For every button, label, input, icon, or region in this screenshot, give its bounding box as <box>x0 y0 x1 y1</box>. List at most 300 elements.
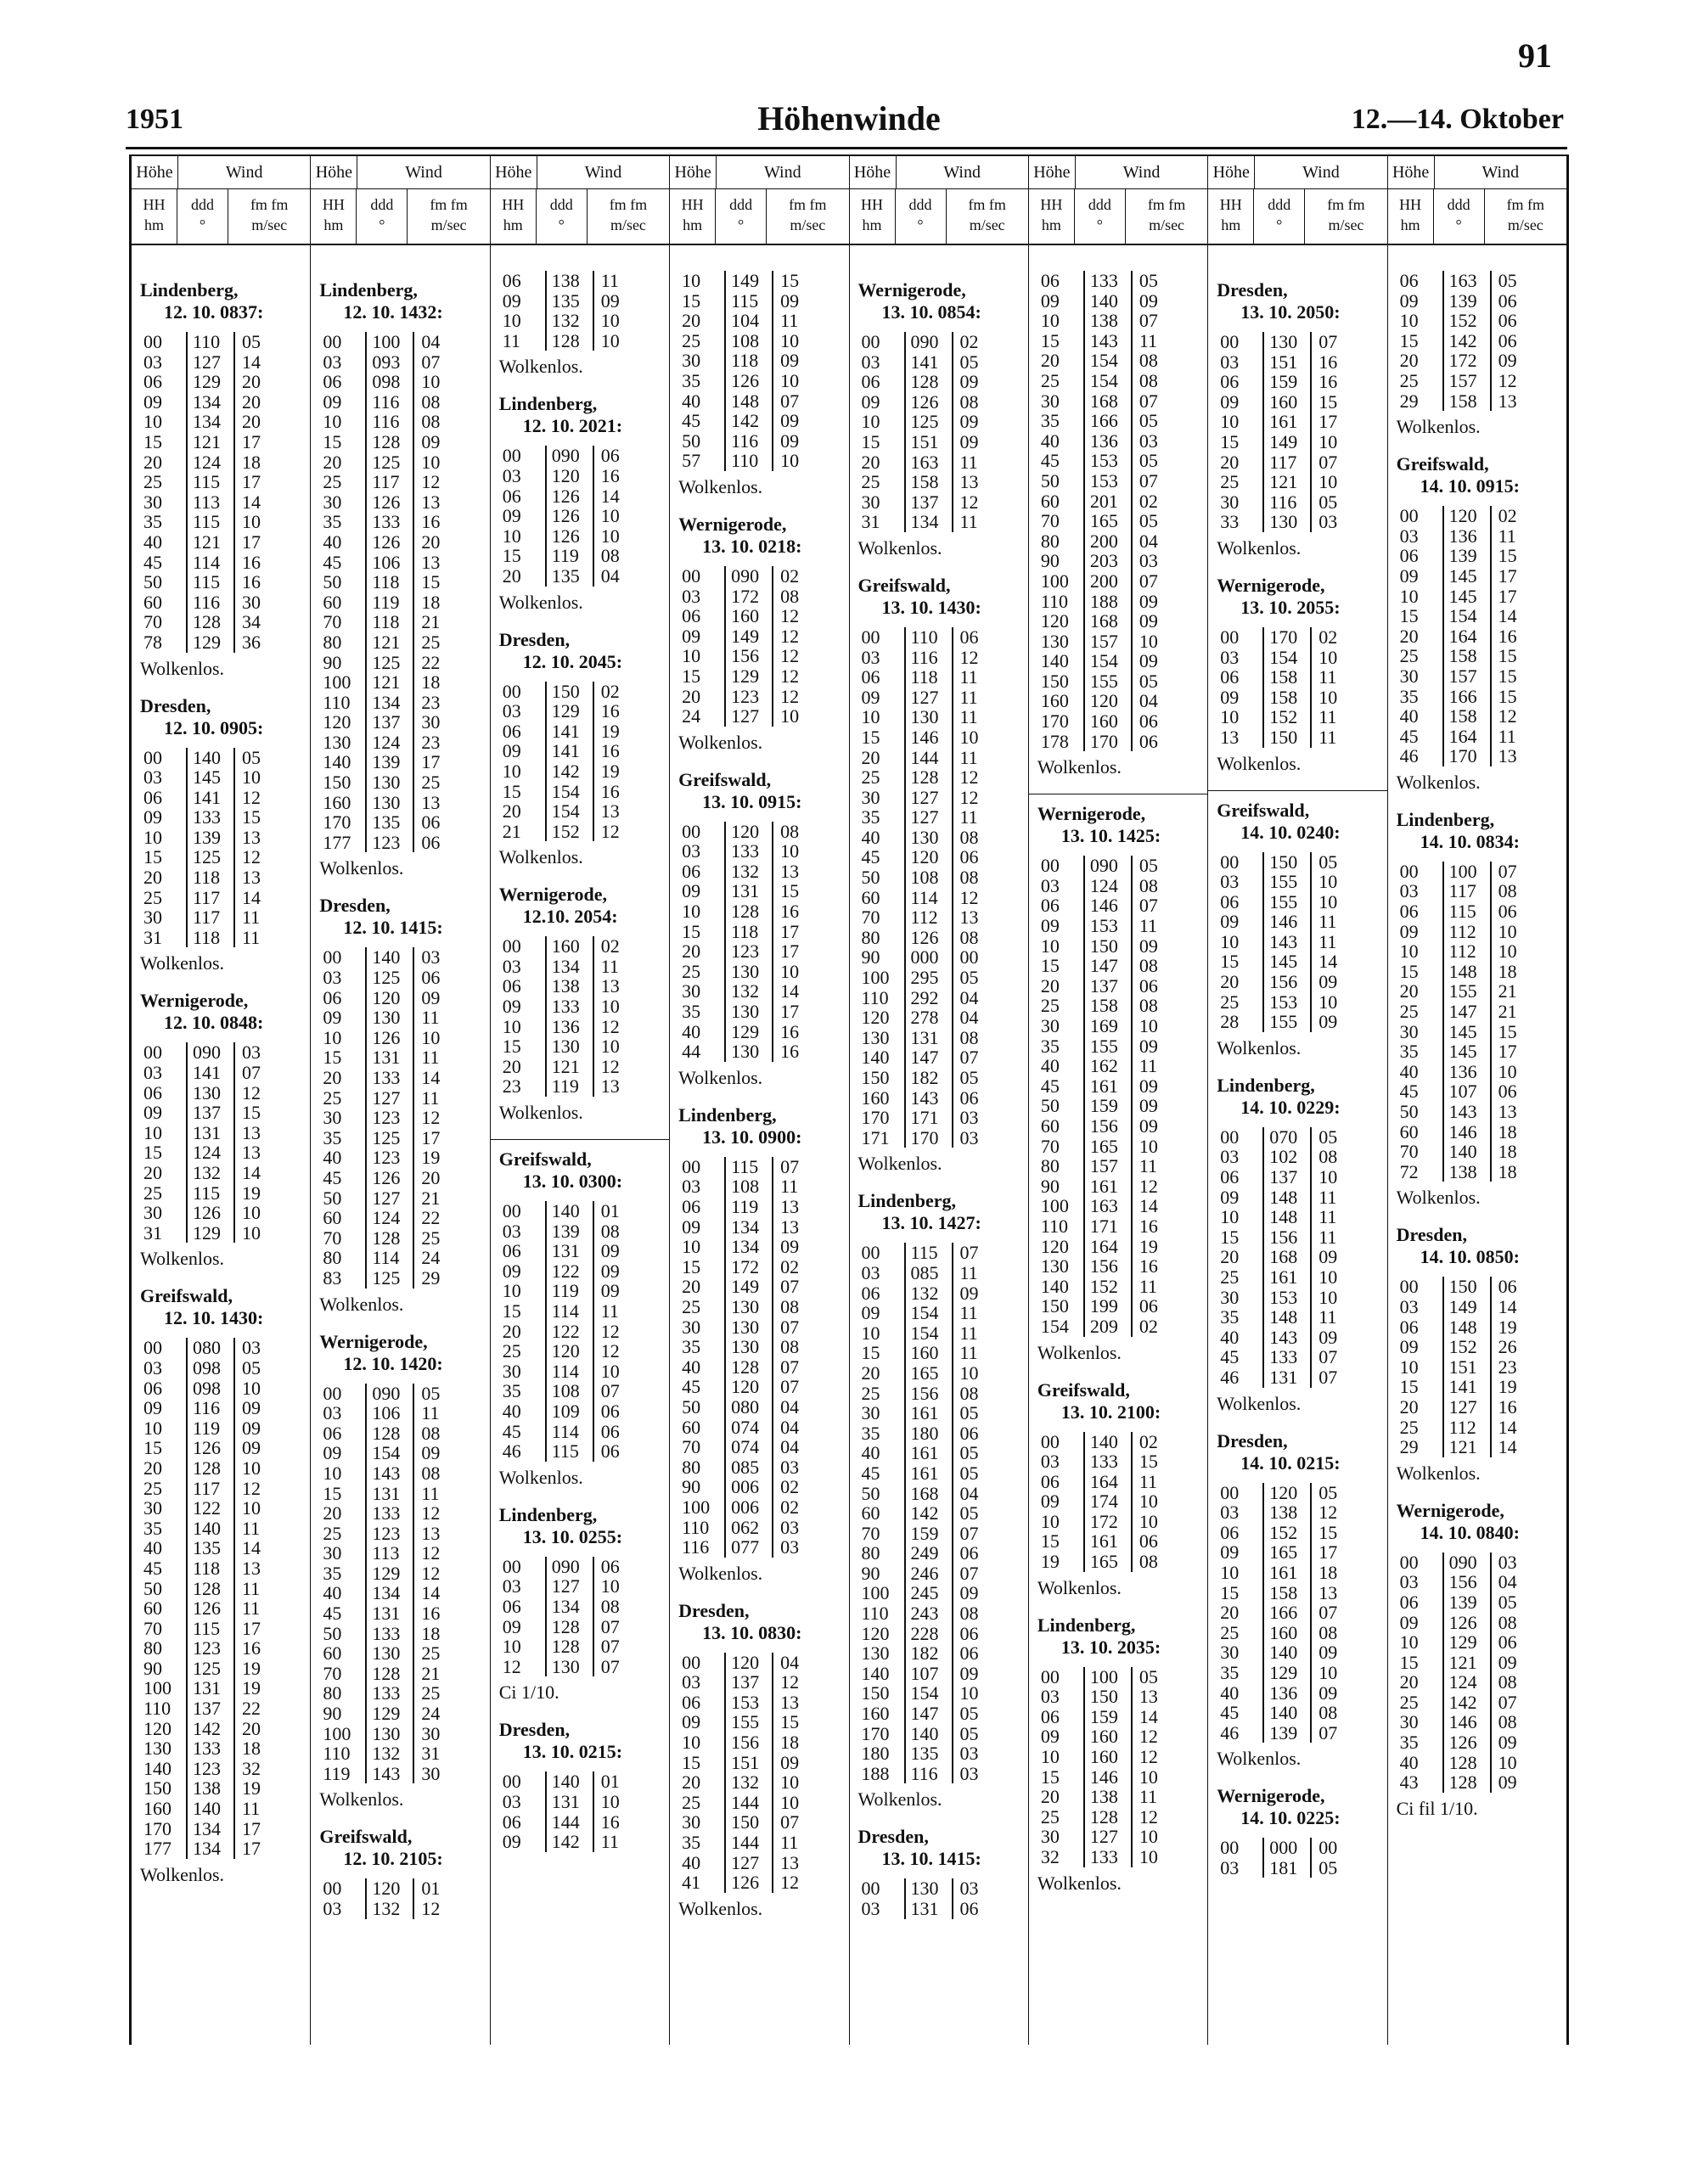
station-heading <box>1037 1614 1202 1659</box>
speed-value: 10 <box>413 372 453 392</box>
ddd-label: ddd <box>908 196 932 213</box>
height-value: 30 <box>861 786 880 808</box>
speed-value: 07 <box>772 1157 812 1177</box>
direction-value: 142 <box>904 1503 952 1524</box>
speed-value: 15 <box>1490 546 1531 566</box>
height-value: 06 <box>502 485 521 507</box>
height-value: 30 <box>1040 1015 1060 1036</box>
station-heading <box>1217 1430 1381 1474</box>
direction-value: 170 <box>904 1128 952 1148</box>
height-value: 00 <box>323 331 342 352</box>
direction-value: 006 <box>724 1477 772 1497</box>
direction-value: 153 <box>1083 451 1131 471</box>
height-value: 15 <box>143 846 162 868</box>
direction-value: 124 <box>365 1208 413 1228</box>
direction-value: 159 <box>904 1524 952 1544</box>
height-value: 15 <box>1040 1766 1060 1788</box>
height-value: 03 <box>143 351 162 373</box>
station-name: Wernigerode, <box>498 884 608 906</box>
height-value: 06 <box>323 371 342 393</box>
direction-value: 201 <box>1083 491 1131 512</box>
station-name: Greifswald, <box>857 574 951 596</box>
speed-value: 12 <box>952 888 992 908</box>
direction-value: 124 <box>186 452 233 473</box>
direction-value: 126 <box>545 506 593 526</box>
height-value: 100 <box>1040 1195 1069 1217</box>
speed-value: 07 <box>1131 895 1172 916</box>
direction-value: 148 <box>1442 1317 1490 1338</box>
speed-value: 03 <box>1131 551 1172 571</box>
observation-rows <box>1037 271 1202 751</box>
speed-value: 08 <box>772 587 812 607</box>
direction-value: 110 <box>186 332 233 352</box>
speed-value: 06 <box>1490 331 1531 351</box>
speed-value: 10 <box>952 1363 992 1384</box>
speed-value: 16 <box>413 512 453 532</box>
speed-value: 30 <box>233 592 274 613</box>
direction-value: 152 <box>1262 707 1310 727</box>
direction-value: 118 <box>186 1558 233 1579</box>
speed-value: 09 <box>1131 611 1172 632</box>
weather-note: Wolkenlos. <box>498 591 583 613</box>
height-value: 45 <box>1220 1346 1240 1368</box>
direction-value: 149 <box>1442 1297 1490 1317</box>
speed-value: 07 <box>1310 1723 1351 1743</box>
height-value: 180 <box>861 1743 890 1765</box>
direction-value: 158 <box>1442 646 1490 666</box>
speed-value: 11 <box>593 271 633 291</box>
speed-value: 08 <box>413 1423 453 1444</box>
speed-value: 17 <box>1490 1041 1531 1062</box>
direction-value: 134 <box>365 693 413 713</box>
direction-value: 133 <box>365 1503 413 1524</box>
direction-value: 203 <box>1083 551 1131 571</box>
height-value: 80 <box>1040 1155 1060 1177</box>
direction-value: 128 <box>724 1357 772 1378</box>
height-value: 03 <box>1399 525 1419 547</box>
observation-rows <box>858 1878 1023 1918</box>
height-value: 00 <box>502 1771 521 1793</box>
height-value: 09 <box>502 1831 521 1853</box>
height-value: 35 <box>682 1336 701 1358</box>
speed-value: 10 <box>593 1792 633 1812</box>
direction-value: 163 <box>904 452 952 473</box>
direction-value: 074 <box>724 1437 772 1457</box>
direction-value: 151 <box>904 432 952 452</box>
speed-value: 08 <box>1310 1147 1351 1167</box>
speed-value: 14 <box>233 888 274 908</box>
direction-value: 128 <box>1083 1807 1131 1827</box>
direction-value: 127 <box>1442 1397 1490 1418</box>
height-value: 120 <box>861 1007 890 1029</box>
height-value: 45 <box>1220 1702 1240 1724</box>
direction-value: 154 <box>365 1443 413 1463</box>
height-value: 50 <box>143 1577 162 1599</box>
direction-value: 158 <box>1083 996 1131 1016</box>
speed-value: 11 <box>413 1047 453 1068</box>
speed-value: 10 <box>1310 1288 1351 1308</box>
station-heading <box>1037 803 1202 847</box>
speed-value: 11 <box>233 1519 274 1539</box>
speed-value: 08 <box>952 928 992 948</box>
height-value: 25 <box>143 471 162 493</box>
speed-value: 16 <box>1310 372 1351 392</box>
direction-value: 170 <box>1083 732 1131 752</box>
direction-value: 161 <box>1262 1563 1310 1583</box>
direction-value: 128 <box>365 1423 413 1444</box>
station-name: Dresden, <box>319 895 391 917</box>
direction-value: 133 <box>724 841 772 862</box>
observation-time: 14. 10. 0850: <box>1420 1246 1520 1268</box>
speed-value: 14 <box>413 1583 453 1603</box>
speed-value: 15 <box>233 1103 274 1123</box>
height-value: 00 <box>502 445 521 467</box>
speed-value: 10 <box>593 331 633 351</box>
speed-value: 07 <box>1490 862 1531 882</box>
direction-value: 090 <box>724 566 772 587</box>
speed-value: 13 <box>952 907 992 928</box>
direction-value: 118 <box>904 667 952 688</box>
speed-value: 07 <box>1310 332 1351 352</box>
height-value: 10 <box>861 411 880 433</box>
weather-note: Wolkenlos. <box>1037 756 1122 778</box>
speed-value: 05 <box>1310 1483 1351 1503</box>
height-value: 09 <box>143 806 162 828</box>
height-value: 03 <box>502 1575 521 1597</box>
weather-note: Wolkenlos. <box>319 1788 404 1811</box>
speed-value: 05 <box>1490 271 1531 291</box>
speed-value: 11 <box>1490 526 1531 547</box>
height-value: 50 <box>1040 469 1060 491</box>
direction-value: 138 <box>1083 311 1131 331</box>
direction-value: 123 <box>365 1524 413 1544</box>
speed-value: 09 <box>772 291 812 312</box>
speed-value: 10 <box>1131 1491 1172 1512</box>
speed-value: 09 <box>1131 1076 1172 1097</box>
height-value: 25 <box>861 766 880 789</box>
weather-note: Wolkenlos. <box>857 536 942 559</box>
speed-value: 11 <box>413 1088 453 1109</box>
observation-time: 13. 10. 2050: <box>1240 301 1341 323</box>
speed-value: 16 <box>772 1041 812 1062</box>
height-value: 06 <box>1399 270 1419 291</box>
direction-value: 134 <box>365 1583 413 1603</box>
wind-header: Wind <box>225 163 263 182</box>
speed-value: 08 <box>952 1603 992 1624</box>
direction-value: 126 <box>904 392 952 413</box>
direction-value: 115 <box>186 1619 233 1639</box>
station-heading <box>858 279 1023 323</box>
column-body <box>311 245 489 1919</box>
direction-value: 120 <box>724 1653 772 1673</box>
height-value: 70 <box>861 1522 880 1544</box>
height-value: 25 <box>682 960 701 982</box>
direction-value: 132 <box>365 1899 413 1919</box>
direction-value: 165 <box>1262 1542 1310 1563</box>
direction-value: 146 <box>1083 895 1131 916</box>
date-range: 12.—14. Oktober <box>1351 104 1564 135</box>
direction-value: 126 <box>365 1168 413 1188</box>
height-value: 30 <box>1040 390 1060 412</box>
height-value: 25 <box>861 471 880 493</box>
speed-value: 36 <box>233 632 274 653</box>
direction-value: 160 <box>545 936 593 957</box>
direction-value: 115 <box>186 572 233 592</box>
height-value: 06 <box>323 1422 342 1444</box>
height-value: 10 <box>1040 935 1060 957</box>
height-value: 15 <box>323 430 342 452</box>
station-name: Wernigerode, <box>1396 1499 1504 1521</box>
speed-value: 07 <box>233 1063 274 1083</box>
direction-value: 142 <box>724 411 772 431</box>
direction-value: 152 <box>545 822 593 842</box>
speed-value: 17 <box>1490 566 1531 587</box>
height-value: 25 <box>861 1382 880 1404</box>
height-value: 31 <box>861 511 880 533</box>
direction-value: 154 <box>904 1323 952 1344</box>
speed-value: 11 <box>1310 1207 1351 1227</box>
direction-value: 117 <box>365 472 413 492</box>
direction-value: 125 <box>904 412 952 432</box>
height-value: 45 <box>1040 450 1060 472</box>
speed-value: 09 <box>952 432 992 452</box>
speed-value: 23 <box>413 693 453 713</box>
height-value: 09 <box>1040 1491 1060 1513</box>
speed-value: 11 <box>233 928 274 948</box>
height-value: 10 <box>682 270 701 291</box>
observation-time: 13. 10. 2055: <box>1240 596 1341 618</box>
height-value: 03 <box>323 1402 342 1424</box>
height-value: 60 <box>323 1207 342 1229</box>
speed-value: 16 <box>772 1022 812 1042</box>
direction-value: 150 <box>1083 1687 1131 1707</box>
column-header <box>132 156 310 189</box>
height-value: 30 <box>682 980 701 1002</box>
speed-value: 05 <box>413 1384 453 1404</box>
height-value: 10 <box>143 1417 162 1439</box>
table-column <box>491 156 670 2045</box>
observation-rows <box>858 332 1023 532</box>
direction-value: 117 <box>186 888 233 908</box>
direction-value: 118 <box>365 612 413 632</box>
direction-value: 127 <box>724 1853 772 1873</box>
direction-value: 128 <box>365 1664 413 1684</box>
direction-value: 156 <box>1262 972 1310 992</box>
speed-value: 04 <box>1131 531 1172 552</box>
speed-value: 14 <box>413 1068 453 1088</box>
height-value: 60 <box>323 1642 342 1665</box>
height-value: 10 <box>1220 411 1240 433</box>
direction-value: 090 <box>365 1384 413 1404</box>
height-value: 90 <box>1040 1175 1060 1197</box>
msec-label: m/sec <box>790 216 826 233</box>
direction-value: 102 <box>1262 1147 1310 1167</box>
speed-value: 04 <box>772 1437 812 1457</box>
direction-value: 125 <box>186 847 233 867</box>
speed-value: 03 <box>1490 1552 1531 1573</box>
height-value: 20 <box>143 451 162 473</box>
speed-value: 00 <box>1310 1838 1351 1858</box>
direction-value: 122 <box>545 1322 593 1342</box>
station-name: Dresden, <box>678 1599 750 1621</box>
direction-value: 090 <box>1083 856 1131 876</box>
direction-value: 131 <box>904 1028 952 1048</box>
weather-note: Wolkenlos. <box>1217 536 1302 559</box>
speed-value: 11 <box>1490 727 1531 747</box>
speed-value: 05 <box>952 1463 992 1484</box>
station-name: Lindenberg, <box>140 279 239 300</box>
direction-value: 133 <box>1083 1451 1131 1472</box>
direction-value: 144 <box>904 748 952 768</box>
speed-value: 11 <box>1310 727 1351 748</box>
weather-note: Wolkenlos. <box>319 1293 404 1315</box>
weather-note: Wolkenlos. <box>498 846 583 868</box>
height-value: 10 <box>682 901 701 923</box>
speed-value: 10 <box>1131 1137 1172 1157</box>
column-header <box>850 156 1028 189</box>
hh-label: HH <box>502 196 525 213</box>
speed-value: 10 <box>1310 648 1351 668</box>
speed-value: 15 <box>1490 666 1531 687</box>
direction-value: 155 <box>1083 671 1131 692</box>
height-value: 45 <box>682 1376 701 1398</box>
height-value: 09 <box>682 880 701 902</box>
height-value: 31 <box>143 1221 162 1244</box>
station-name: Greifswald, <box>498 1148 592 1171</box>
weather-note: Wolkenlos. <box>678 475 763 497</box>
speed-value: 12 <box>1490 706 1531 727</box>
height-value: 70 <box>861 907 880 929</box>
observation-time: 14. 10. 0225: <box>1240 1807 1341 1829</box>
direction-value: 130 <box>545 1657 593 1677</box>
speed-value: 12 <box>593 1057 633 1077</box>
height-value: 03 <box>1220 1856 1240 1878</box>
speed-value: 08 <box>952 1028 992 1048</box>
height-value: 10 <box>861 1322 880 1344</box>
height-value: 60 <box>861 1502 880 1524</box>
height-value: 09 <box>323 1007 342 1029</box>
direction-value: 074 <box>724 1418 772 1438</box>
speed-value: 06 <box>1131 976 1172 997</box>
height-value: 09 <box>1399 920 1419 942</box>
speed-value: 17 <box>772 922 812 942</box>
direction-value: 158 <box>1262 667 1310 688</box>
direction-value: 243 <box>904 1603 952 1624</box>
height-value: 25 <box>323 1086 342 1109</box>
observation-time: 13. 10. 0830: <box>702 1621 802 1643</box>
station-heading <box>678 1104 843 1148</box>
speed-value: 08 <box>413 412 453 432</box>
direction-value: 161 <box>1262 412 1310 432</box>
height-value: 35 <box>143 1517 162 1539</box>
direction-value: 119 <box>545 1281 593 1301</box>
station-name: Wernigerode, <box>678 513 787 535</box>
speed-value: 15 <box>413 572 453 592</box>
direction-value: 121 <box>1442 1437 1490 1457</box>
station-name: Lindenberg, <box>1396 808 1495 830</box>
height-value: 150 <box>143 1777 171 1799</box>
speed-value: 08 <box>952 828 992 848</box>
speed-value: 07 <box>1310 452 1351 473</box>
direction-value: 141 <box>545 741 593 761</box>
height-value: 40 <box>1399 705 1419 727</box>
direction-value: 090 <box>186 1042 233 1063</box>
speed-value: 06 <box>952 1543 992 1564</box>
direction-value: 130 <box>365 1008 413 1028</box>
speed-value: 12 <box>1131 1176 1172 1197</box>
speed-value: 20 <box>233 412 274 432</box>
direction-value: 147 <box>904 1704 952 1724</box>
observation-time: 12. 10. 2045: <box>522 650 623 672</box>
direction-value: 155 <box>724 1712 772 1732</box>
height-value: 03 <box>143 1062 162 1084</box>
height-value: 100 <box>143 1677 171 1699</box>
speed-value: 07 <box>413 352 453 373</box>
station-heading <box>140 279 305 323</box>
unit-header <box>491 189 669 245</box>
direction-value: 159 <box>1262 372 1310 392</box>
direction-value: 158 <box>904 472 952 492</box>
speed-value: 12 <box>233 1479 274 1499</box>
observation-rows <box>319 1878 484 1918</box>
speed-value: 20 <box>413 532 453 553</box>
height-value: 30 <box>1220 491 1240 513</box>
speed-value: 05 <box>952 1704 992 1724</box>
height-value: 25 <box>1399 1416 1419 1438</box>
direction-value: 129 <box>724 1022 772 1042</box>
direction-value: 106 <box>365 553 413 573</box>
height-value: 15 <box>143 1437 162 1459</box>
speed-value: 09 <box>1310 1328 1351 1348</box>
speed-value: 12 <box>413 472 453 492</box>
direction-value: 135 <box>545 566 593 587</box>
observation-rows <box>140 748 305 948</box>
direction-value: 151 <box>724 1753 772 1773</box>
direction-value: 138 <box>1262 1502 1310 1523</box>
direction-value: 155 <box>1262 892 1310 912</box>
height-value: 130 <box>861 1026 890 1048</box>
speed-value: 30 <box>413 1764 453 1784</box>
direction-value: 130 <box>365 793 413 813</box>
height-value: 03 <box>502 700 521 722</box>
speed-value: 12 <box>413 1899 453 1919</box>
speed-value: 07 <box>952 1243 992 1263</box>
weather-note: Wolkenlos. <box>1037 1576 1122 1598</box>
speed-value: 12 <box>1131 1747 1172 1767</box>
direction-value: 113 <box>186 492 233 513</box>
station-name: Dresden, <box>1396 1224 1467 1246</box>
height-value: 45 <box>143 551 162 573</box>
direction-value: 182 <box>904 1643 952 1664</box>
speed-value: 10 <box>1310 872 1351 892</box>
column-header <box>491 156 669 189</box>
height-value: 20 <box>143 867 162 889</box>
height-value: 35 <box>1399 685 1419 707</box>
observation-time: 14. 10. 0840: <box>1420 1521 1520 1543</box>
direction-value: 143 <box>365 1463 413 1484</box>
height-value: 10 <box>1220 1206 1240 1228</box>
ddd-label: ddd <box>191 196 214 213</box>
direction-value: 131 <box>365 1603 413 1624</box>
height-value: 00 <box>143 1337 162 1359</box>
speed-value: 10 <box>1490 922 1531 942</box>
speed-value: 05 <box>1131 271 1172 291</box>
height-value: 46 <box>1220 1366 1240 1388</box>
height-value: 60 <box>143 591 162 613</box>
unit-header <box>311 189 489 245</box>
height-value: 25 <box>323 471 342 493</box>
speed-value: 10 <box>1490 1062 1531 1082</box>
